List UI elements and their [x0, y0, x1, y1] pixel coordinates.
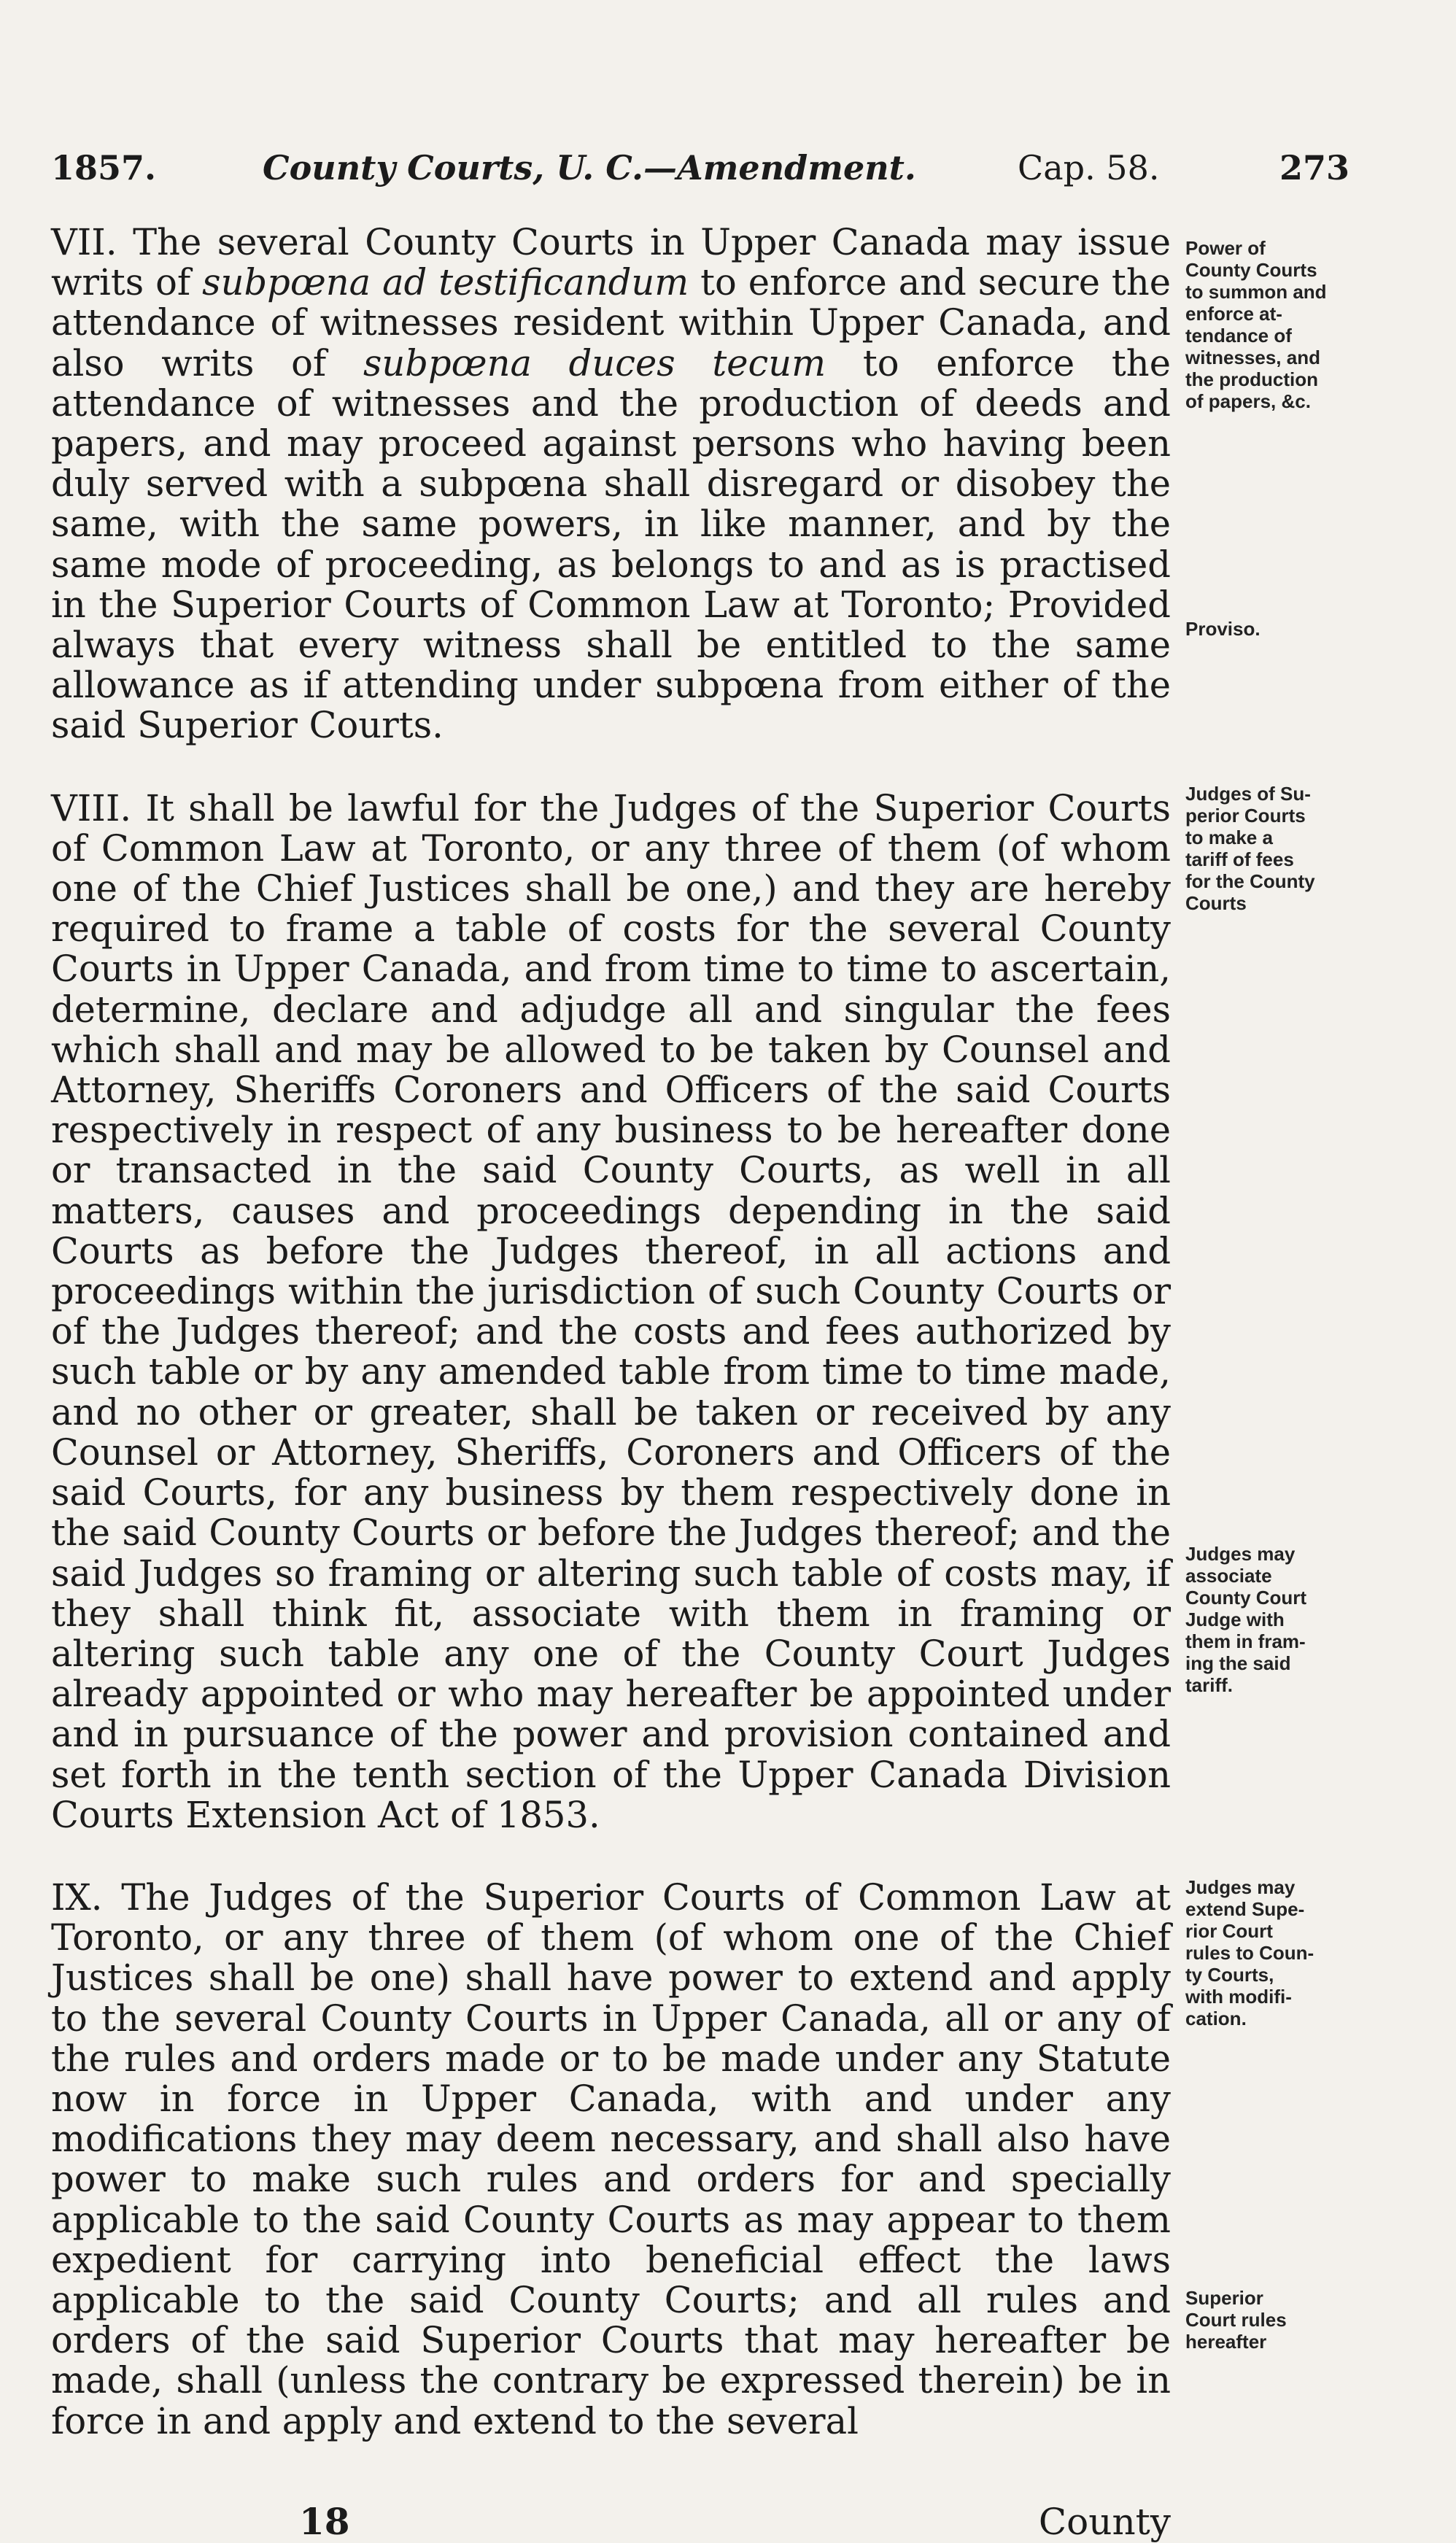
- note-line: tariff.: [1185, 1674, 1233, 1696]
- note-line: with modifi-: [1185, 1986, 1292, 2008]
- note-line: ing the said: [1185, 1652, 1291, 1674]
- note-line: extend Supe-: [1185, 1898, 1305, 1920]
- note-line: to summon and: [1185, 281, 1327, 303]
- note-line: them in fram-: [1185, 1630, 1306, 1652]
- page-footer: [51, 2500, 1171, 2543]
- section-text: It shall be lawful for the Judges of the Superior Courts of Common Law at Toronto, or any three of them (of whom one of the Chief Justices shall be one,) and they are hereby required to frame a table of costs for the several County Courts in Upper Canada, and from time to time to ascertain, determine, declare and adjudge all and singular the fees which shall and may be allowed to be taken by Counsel and Attorney, Sheriffs Coroners and Officers of the said Courts respectively in respect of any business to be hereafter done or transacted in the said County Courts, as well in all matters, causes and proceedings depending in the said Courts as before the Judges thereof, in all actions and proceedings within the jurisdiction of such County Courts or of the Judges thereof; and the costs and fees authorized by such table or by any amended table from time to time made, and no other or greater, shall be taken or received by any Counsel or Attorney, Sheriffs, Coroners and Officers of the said Courts, for any business by them respectively done in the said County Courts or before the Judges thereof; and the said Judges so framing or altering such table of costs may, if they shall think fit, associate with them in framing or altering such table any one of the County Court Judges already appointed or who may hereafter be appointed under and in pursuance of the power and provision contained and set forth in the tenth section of the Upper Canada Division Courts Extension Act of 1853.: [51, 786, 1171, 1836]
- signature-mark: 18: [299, 2500, 350, 2543]
- marginal-note-tariff-of-fees: [1185, 783, 1397, 914]
- note-line: tendance of: [1185, 325, 1292, 347]
- marginal-note-proviso: [1185, 618, 1397, 640]
- latin-term: subpœna duces tecum: [363, 341, 826, 384]
- note-line: to make a: [1185, 827, 1273, 848]
- note-line: Power of: [1185, 237, 1266, 259]
- note-line: Judges of Su-: [1185, 783, 1311, 805]
- note-line: cation.: [1185, 2008, 1247, 2029]
- marginal-note-extend-rules: [1185, 1876, 1397, 2029]
- section-text: The Judges of the Superior Courts of Common Law at Toronto, or any three of them (of whom one of the Chief Justices shall be one) shall have power to extend and apply to the several County Courts in Upper Canada, all or any of the rules and orders made or to be made under any Statute now in force in Upper Canada, with and under any modifications they may deem necessary, and shall also have power to make such rules and orders for and specially applicable to the said County Courts as may appear to them expedient for carrying into beneficial effect the laws applicable to the said County Courts; and all rules and orders of the said Superior Courts that may hereafter be made, shall (unless the contrary be expressed therein) be in force in and apply and extend to the several: [51, 1876, 1171, 2442]
- note-line: enforce at-: [1185, 303, 1282, 325]
- header-chapter: Cap. 58.: [1018, 148, 1160, 187]
- note-line: rules to Coun-: [1185, 1942, 1314, 1964]
- marginal-note-power-of-county-courts: [1185, 237, 1397, 412]
- note-line: perior Courts: [1185, 805, 1306, 827]
- note-line: of papers, &c.: [1185, 390, 1311, 412]
- running-header: [51, 146, 1349, 197]
- note-line: Proviso.: [1185, 618, 1261, 640]
- header-title: County Courts, U. C.—Amendment.: [263, 148, 916, 187]
- section-text: to enforce and secure the attendance of witnesses resident within Upper Canada, and also writs of: [51, 261, 1171, 384]
- section-text: The several County Courts in Upper Canada may issue writs of: [51, 221, 1171, 304]
- section-number: VIII.: [51, 786, 132, 829]
- section-number: IX.: [51, 1876, 103, 1919]
- latin-term: subpœna ad testificandum: [202, 261, 689, 304]
- note-line: for the County: [1185, 870, 1315, 892]
- note-line: Court rules: [1185, 2309, 1287, 2331]
- note-line: rior Court: [1185, 1920, 1273, 1942]
- note-line: Judges may: [1185, 1543, 1296, 1565]
- note-line: associate: [1185, 1565, 1272, 1587]
- marginal-note-superior-court-rules: [1185, 2287, 1397, 2353]
- section-vii: [51, 222, 1171, 746]
- note-line: Judges may: [1185, 1876, 1296, 1898]
- main-text: [51, 222, 1171, 2442]
- note-line: tariff of fees: [1185, 848, 1294, 870]
- section-ix: [51, 1878, 1171, 2442]
- note-line: ty Courts,: [1185, 1964, 1274, 1986]
- header-year: 1857.: [51, 148, 157, 187]
- note-line: Courts: [1185, 892, 1247, 914]
- page-number: 273: [1279, 148, 1349, 187]
- note-line: County Court: [1185, 1587, 1307, 1609]
- note-line: Superior: [1185, 2287, 1263, 2309]
- section-viii: [51, 786, 1171, 1836]
- section-text: to enforce the attendance of witnesses and the production of deeds and papers, and may proceed against persons who having been duly served with a subpœna shall disregard or disobey the same, with the same powers, in like manner, and by the same mode of proceeding, as belongs to and as is practised in the Superior Courts of Common Law at Toronto; Provided always that every witness shall be entitled to the same allowance as if attending under subpœna from either of the said Superior Courts.: [51, 341, 1171, 747]
- catchword: County: [1038, 2501, 1171, 2543]
- note-line: the production: [1185, 368, 1318, 390]
- note-line: Judge with: [1185, 1609, 1285, 1630]
- section-number: VII.: [51, 221, 117, 263]
- note-line: County Courts: [1185, 259, 1317, 281]
- note-line: hereafter: [1185, 2331, 1267, 2353]
- marginal-note-associate-judge: [1185, 1543, 1397, 1696]
- note-line: witnesses, and: [1185, 347, 1320, 368]
